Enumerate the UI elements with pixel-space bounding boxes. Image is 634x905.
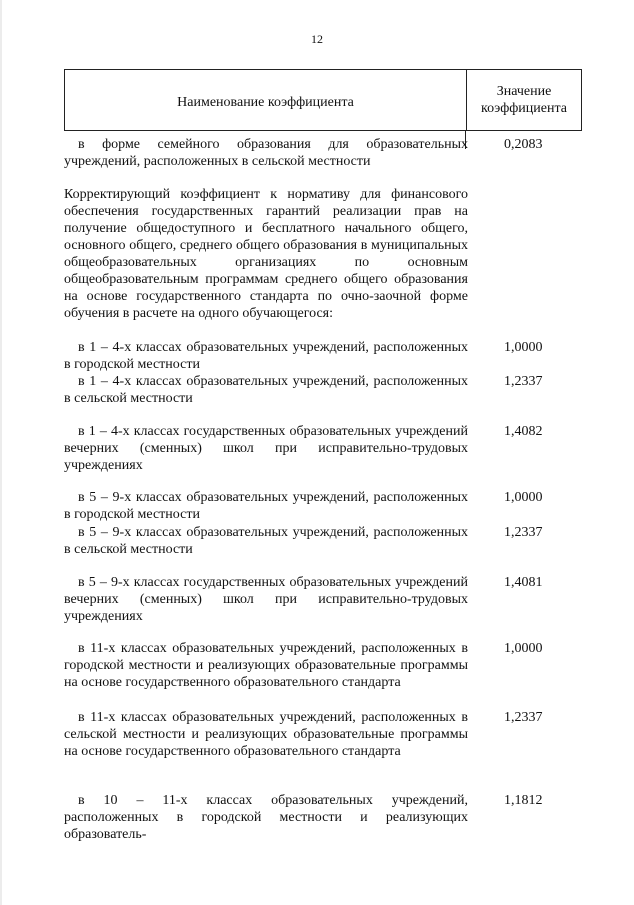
header-name-column: Наименование коэффициента — [65, 70, 467, 130]
scan-edge — [0, 0, 2, 905]
row-description: в 10 – 11-х классах образовательных учреждений, расположенных в городской местности и реализующих образователь- — [64, 793, 468, 842]
row-value: 1,4081 — [504, 575, 543, 590]
row-value: 1,0000 — [504, 340, 543, 355]
row-value: 1,2337 — [504, 710, 543, 725]
row-description: в 1 – 4-х классах образовательных учреждений, расположенных в городской местности — [64, 340, 468, 372]
row-description: в 1 – 4-х классах образовательных учреждений, расположенных в сельской местности — [64, 374, 468, 406]
table-header — [64, 69, 582, 131]
page-number: 12 — [311, 32, 323, 46]
row-value: 0,2083 — [504, 137, 543, 152]
row-description: Корректирующий коэффициент к нормативу для финансового обеспечения государственных гарантий реализации прав на получение общедоступного и бесплатного начального общего, основного общего, среднего общего образования в муниципальных общеобразовательных организациях по основным общеобразовательным программам среднего общего образования на основе государственного стандарта по очно-заочной форме обучения в расчете на одного обучающегося: — [64, 187, 468, 321]
row-description: в 5 – 9-х классах образовательных учреждений, расположенных в городской местности — [64, 490, 468, 522]
row-description: в форме семейного образования для образовательных учреждений, расположенных в сельской местности — [64, 137, 468, 169]
row-value: 1,2337 — [504, 374, 543, 389]
row-value: 1,2337 — [504, 525, 543, 540]
row-description: в 1 – 4-х классах государственных образовательных учреждений вечерних (сменных) школ при исправительно-трудовых учреждениях — [64, 424, 468, 473]
row-description: в 11-х классах образовательных учреждений, расположенных в сельской местности и реализующих образовательные программы на основе государственного образовательного стандарта — [64, 710, 468, 759]
row-value: 1,0000 — [504, 490, 543, 505]
row-value: 1,1812 — [504, 793, 543, 808]
row-description: в 11-х классах образовательных учреждений, расположенных в городской местности и реализующих образовательные программы на основе государственного образовательного стандарта — [64, 641, 468, 690]
row-description: в 5 – 9-х классах государственных образовательных учреждений вечерних (сменных) школ при исправительно-трудовых учреждениях — [64, 575, 468, 624]
row-description: в 5 – 9-х классах образовательных учреждений, расположенных в сельской местности — [64, 525, 468, 557]
row-value: 1,0000 — [504, 641, 543, 656]
row-value: 1,4082 — [504, 424, 543, 439]
header-value-column: Значение коэффициента — [481, 84, 567, 116]
